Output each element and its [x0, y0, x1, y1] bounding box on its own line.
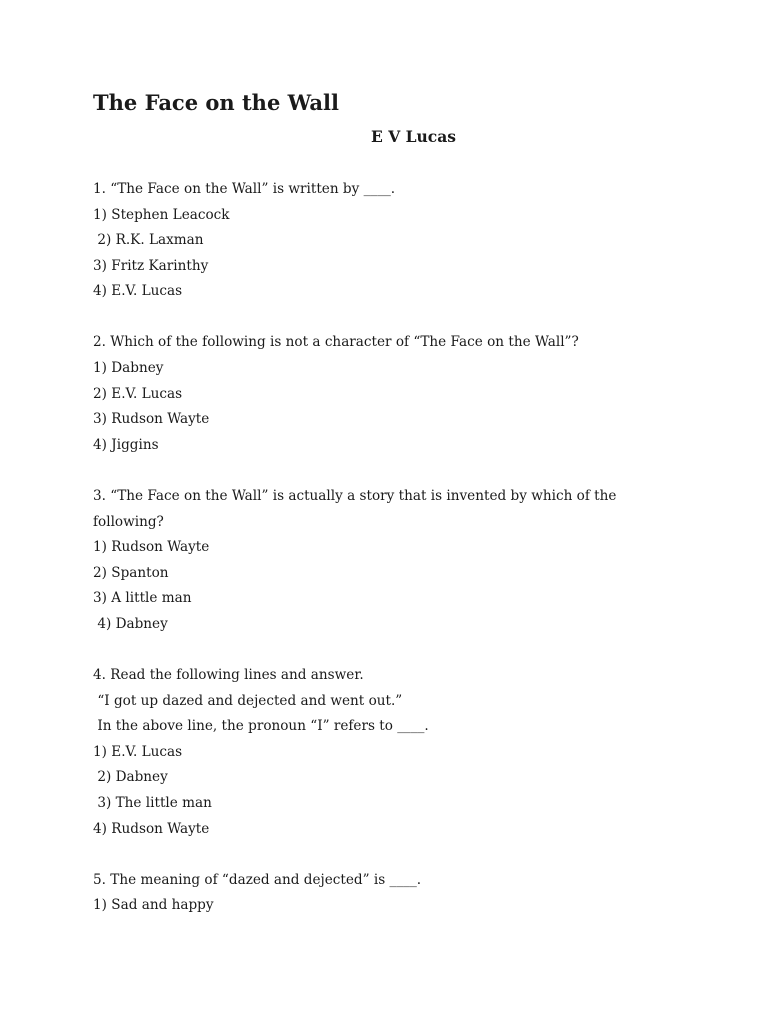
option: 2) Dabney — [93, 769, 168, 786]
question-text: 4. Read the following lines and answer. — [93, 667, 364, 683]
question-3 — [93, 484, 713, 638]
option: 4) Dabney — [93, 615, 168, 632]
option: 3) A little man — [93, 590, 192, 607]
option: 3) Fritz Karinthy — [93, 257, 209, 274]
document-title: The Face on the Wall — [93, 90, 339, 115]
question-text: 5. The meaning of “dazed and dejected” is ____. — [93, 871, 422, 888]
question-text: 2. Which of the following is not a character of “The Face on the Wall”? — [93, 334, 579, 351]
question-text: In the above line, the pronoun “I” refers to ____. — [93, 718, 429, 735]
option: 1) Rudson Wayte — [93, 539, 210, 556]
document-author: E V Lucas — [371, 127, 457, 146]
option: 1) Stephen Leacock — [93, 206, 230, 223]
option: 3) Rudson Wayte — [93, 411, 210, 428]
document-page — [93, 86, 713, 944]
question-2 — [93, 330, 713, 458]
option: 2) E.V. Lucas — [93, 385, 183, 402]
option: 1) Dabney — [93, 360, 164, 377]
option: 4) E.V. Lucas — [93, 283, 183, 300]
question-5 — [93, 868, 713, 919]
question-text: following? — [93, 513, 164, 530]
option: 4) Jiggins — [93, 436, 159, 453]
option: 3) The little man — [93, 794, 212, 811]
option: 2) R.K. Laxman — [93, 232, 204, 249]
question-1 — [93, 177, 713, 305]
question-text: 1. “The Face on the Wall” is written by ____. — [93, 181, 396, 197]
question-list — [93, 177, 713, 919]
option: 4) Rudson Wayte — [93, 820, 210, 837]
question-text: 3. “The Face on the Wall” is actually a story that is invented by which of the — [93, 487, 617, 504]
question-4 — [93, 663, 713, 842]
quoted-line: “I got up dazed and dejected and went out.” — [93, 692, 403, 709]
option: 1) E.V. Lucas — [93, 743, 183, 760]
option: 2) Spanton — [93, 564, 169, 581]
option: 1) Sad and happy — [93, 897, 214, 914]
